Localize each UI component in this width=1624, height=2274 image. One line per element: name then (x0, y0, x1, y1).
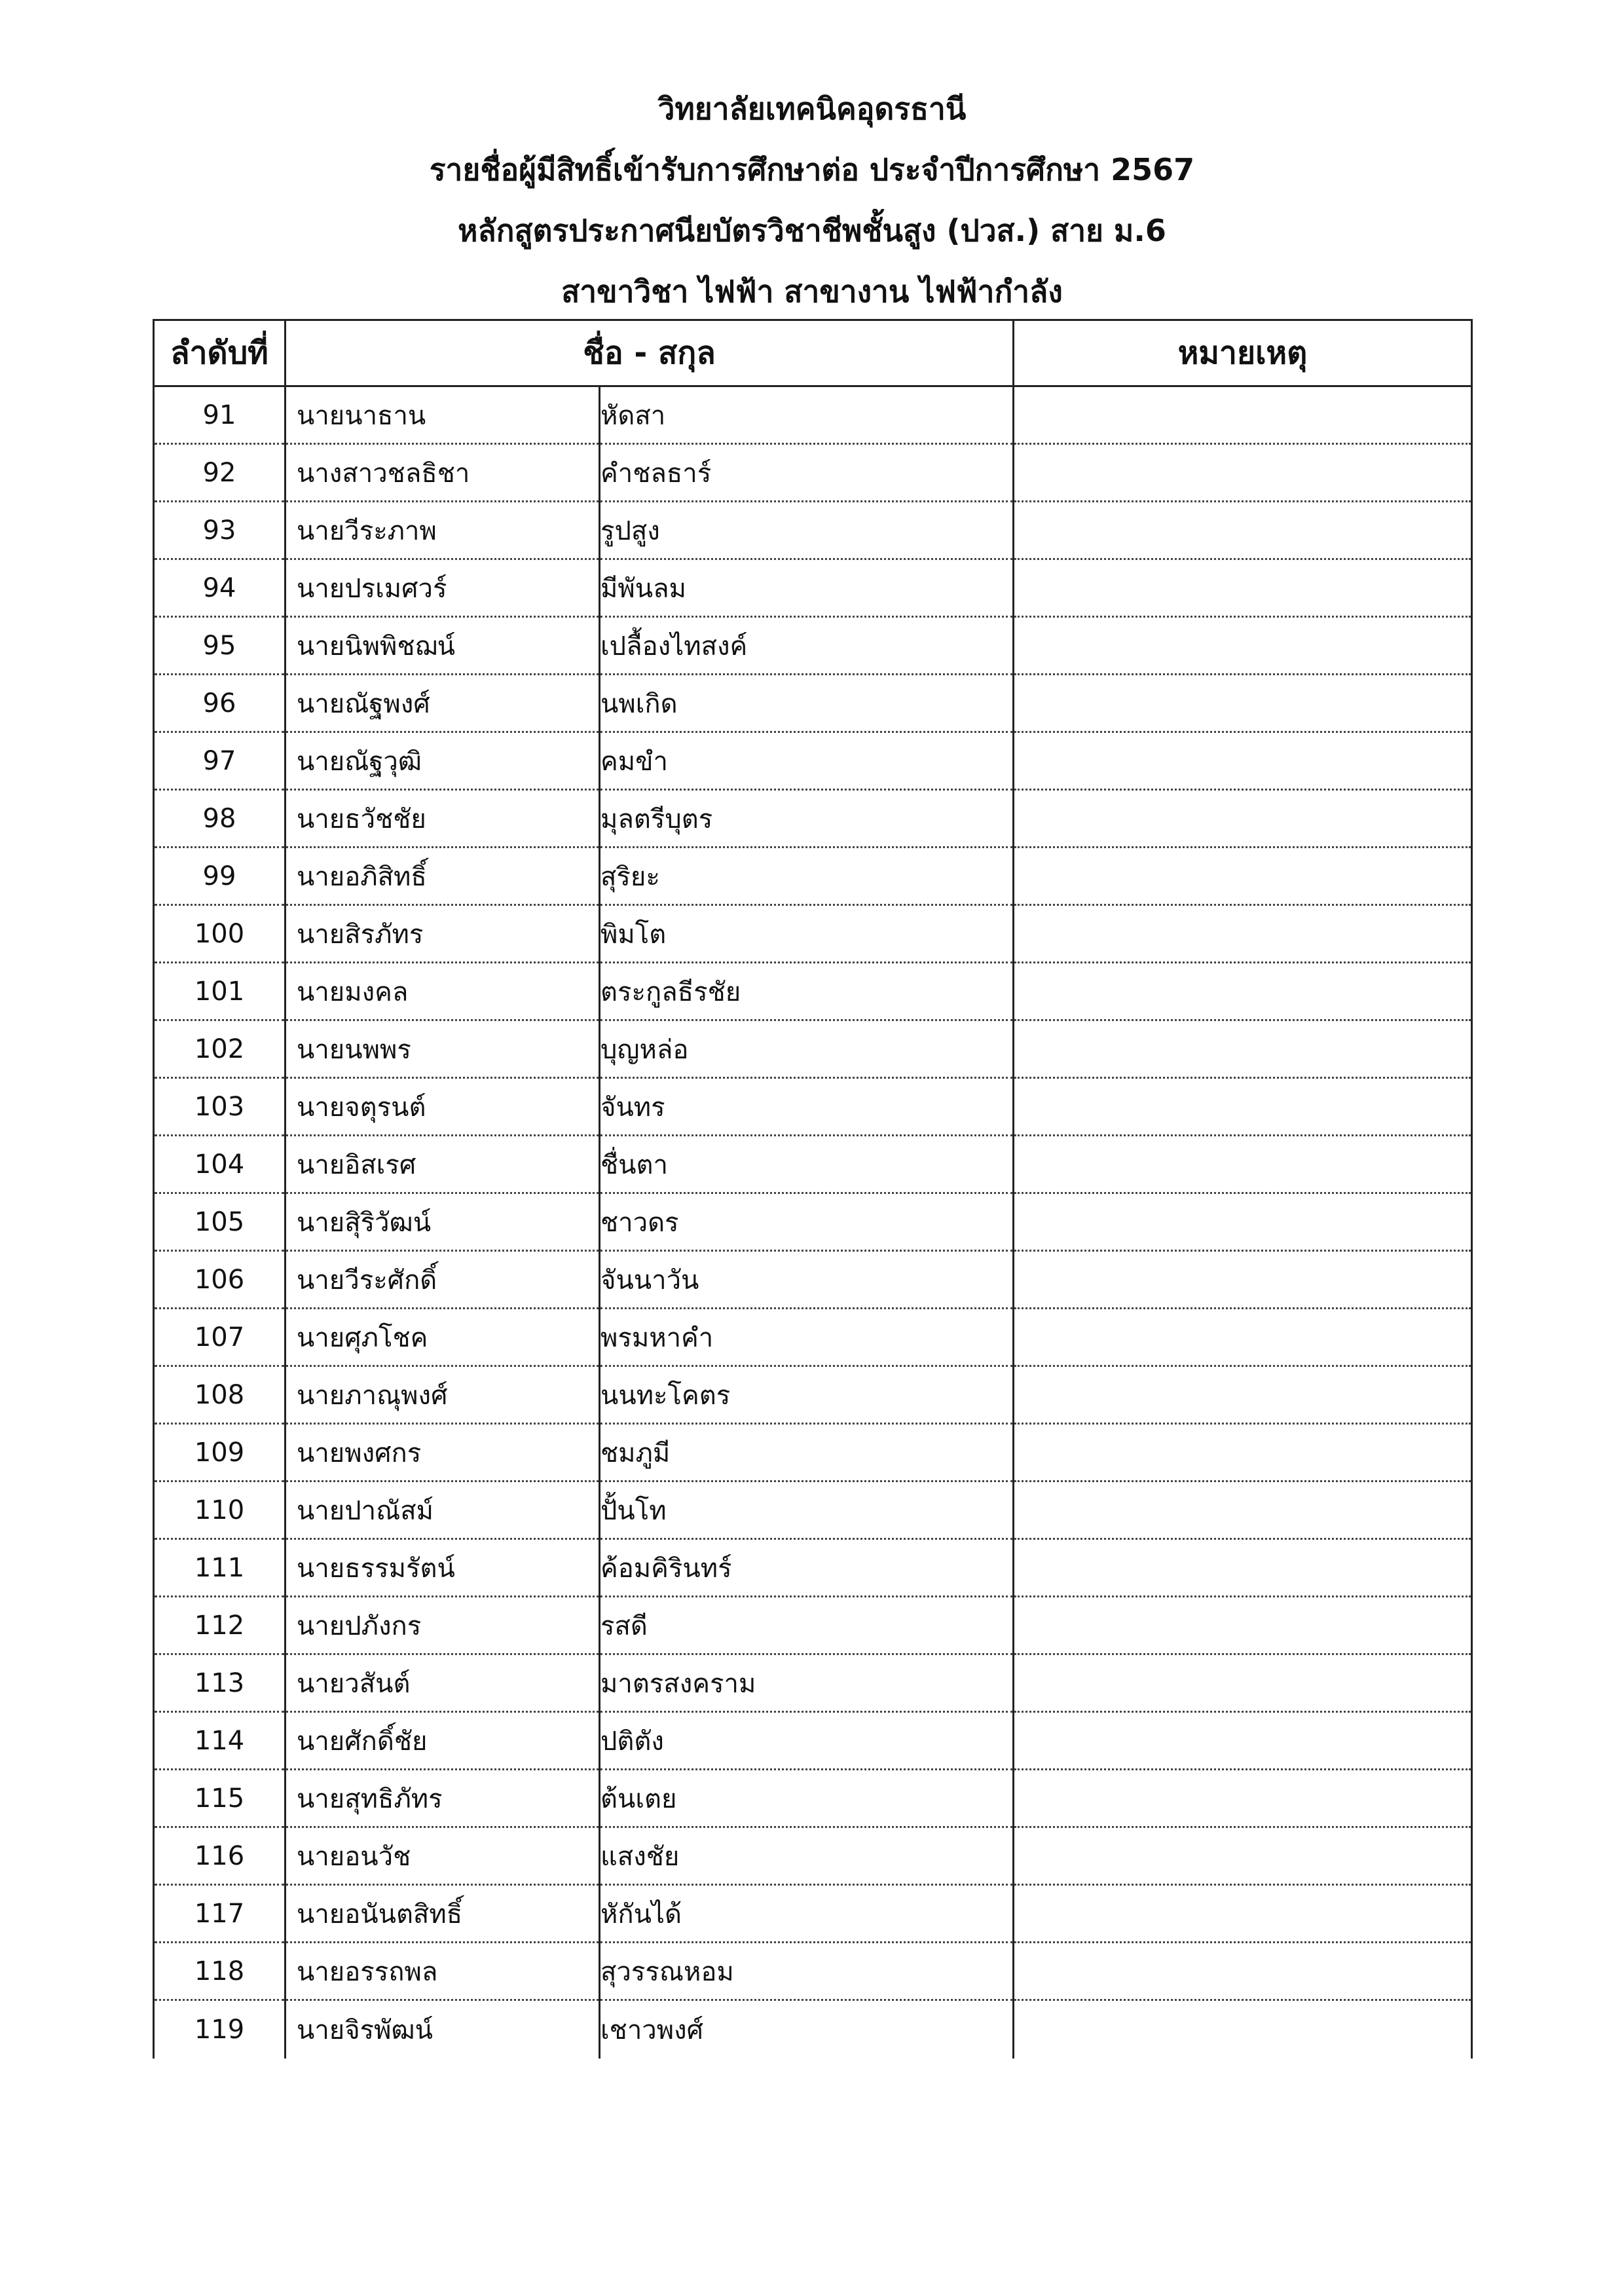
row-number: 92 (154, 444, 286, 502)
last-name: รสดี (600, 1597, 1014, 1654)
last-name: ปั้นโท (600, 1482, 1014, 1539)
table-row (154, 963, 1472, 1020)
remark (1014, 1712, 1472, 1770)
row-number: 94 (154, 559, 286, 617)
row-number: 91 (154, 386, 286, 444)
last-name: รูปสูง (600, 502, 1014, 559)
remark (1014, 2000, 1472, 2059)
row-number: 98 (154, 790, 286, 848)
remark (1014, 1078, 1472, 1136)
first-name: นายสิรภัทร (286, 905, 600, 963)
last-name: ชมภูมี (600, 1424, 1014, 1482)
remark (1014, 1136, 1472, 1193)
row-number: 119 (154, 2000, 286, 2059)
remark (1014, 1943, 1472, 2000)
row-number: 102 (154, 1020, 286, 1078)
table-row (154, 1943, 1472, 2000)
first-name: นายมงคล (286, 963, 600, 1020)
last-name: เปลื้องไทสงค์ (600, 617, 1014, 675)
first-name: นายศักดิ์ชัย (286, 1712, 600, 1770)
last-name: คำชลธาร์ (600, 444, 1014, 502)
remark (1014, 1654, 1472, 1712)
remark (1014, 502, 1472, 559)
table-row (154, 1193, 1472, 1251)
row-number: 101 (154, 963, 286, 1020)
remark (1014, 1482, 1472, 1539)
last-name: บุญหล่อ (600, 1020, 1014, 1078)
table-row (154, 1482, 1472, 1539)
last-name: ค้อมคิรินทร์ (600, 1539, 1014, 1597)
table-header-row (154, 320, 1472, 386)
first-name: นายณัฐพงศ์ (286, 675, 600, 732)
row-number: 105 (154, 1193, 286, 1251)
first-name: นายธรรมรัตน์ (286, 1539, 600, 1597)
table-row (154, 675, 1472, 732)
table-row (154, 1309, 1472, 1366)
row-number: 113 (154, 1654, 286, 1712)
table-row (154, 444, 1472, 502)
last-name: คมขำ (600, 732, 1014, 790)
row-number: 107 (154, 1309, 286, 1366)
first-name: นายวีระศักดิ์ (286, 1251, 600, 1309)
column-header-name: ชื่อ - สกุล (286, 320, 1014, 386)
first-name: นายอนวัช (286, 1827, 600, 1885)
remark (1014, 1770, 1472, 1827)
last-name: มุลตรีบุตร (600, 790, 1014, 848)
first-name: นายสุิริวัฒน์ (286, 1193, 600, 1251)
first-name: นายอิสเรศ (286, 1136, 600, 1193)
row-number: 118 (154, 1943, 286, 2000)
first-name: นายภาณุพงศ์ (286, 1366, 600, 1424)
first-name: นายวีระภาพ (286, 502, 600, 559)
first-name: นายปภังกร (286, 1597, 600, 1654)
column-header-number: ลำดับที่ (154, 320, 286, 386)
row-number: 116 (154, 1827, 286, 1885)
table-body (154, 386, 1472, 2059)
remark (1014, 1251, 1472, 1309)
last-name: มีพันลม (600, 559, 1014, 617)
last-name: ชื่นตา (600, 1136, 1014, 1193)
row-number: 117 (154, 1885, 286, 1943)
table-row (154, 617, 1472, 675)
document-header (0, 79, 1624, 322)
last-name: พิมโต (600, 905, 1014, 963)
row-number: 97 (154, 732, 286, 790)
last-name: ชาวดร (600, 1193, 1014, 1251)
remark (1014, 386, 1472, 444)
row-number: 112 (154, 1597, 286, 1654)
row-number: 114 (154, 1712, 286, 1770)
first-name: นายปาณัสม์ (286, 1482, 600, 1539)
row-number: 110 (154, 1482, 286, 1539)
column-header-remark: หมายเหตุ (1014, 320, 1472, 386)
last-name: ปติตัง (600, 1712, 1014, 1770)
table-row (154, 1020, 1472, 1078)
last-name: หัดสา (600, 386, 1014, 444)
last-name: จันทร (600, 1078, 1014, 1136)
table-row (154, 1885, 1472, 1943)
last-name: สุริยะ (600, 848, 1014, 905)
first-name: นายศุภโชค (286, 1309, 600, 1366)
table-row (154, 1539, 1472, 1597)
remark (1014, 1020, 1472, 1078)
row-number: 106 (154, 1251, 286, 1309)
remark (1014, 848, 1472, 905)
row-number: 96 (154, 675, 286, 732)
first-name: นายปรเมศวร์ (286, 559, 600, 617)
row-number: 95 (154, 617, 286, 675)
first-name: นายอนันตสิทธิ์ (286, 1885, 600, 1943)
remark (1014, 1424, 1472, 1482)
last-name: นนทะโคตร (600, 1366, 1014, 1424)
remark (1014, 1885, 1472, 1943)
row-number: 99 (154, 848, 286, 905)
last-name: หักันได้ (600, 1885, 1014, 1943)
remark (1014, 1597, 1472, 1654)
student-list-table (153, 319, 1473, 2059)
remark (1014, 1539, 1472, 1597)
table-row (154, 1597, 1472, 1654)
row-number: 103 (154, 1078, 286, 1136)
first-name: นายวสันต์ (286, 1654, 600, 1712)
remark (1014, 675, 1472, 732)
remark (1014, 559, 1472, 617)
row-number: 93 (154, 502, 286, 559)
remark (1014, 905, 1472, 963)
last-name: นพเกิด (600, 675, 1014, 732)
first-name: นายนิพพิชฌน์ (286, 617, 600, 675)
table-row (154, 1136, 1472, 1193)
first-name: นายนพพร (286, 1020, 600, 1078)
table-row (154, 1251, 1472, 1309)
table-row (154, 905, 1472, 963)
last-name: มาตรสงคราม (600, 1654, 1014, 1712)
first-name: นายพงศกร (286, 1424, 600, 1482)
row-number: 100 (154, 905, 286, 963)
first-name: นายจตุรนต์ (286, 1078, 600, 1136)
remark (1014, 963, 1472, 1020)
first-name: นางสาวชลธิชา (286, 444, 600, 502)
row-number: 115 (154, 1770, 286, 1827)
remark (1014, 1309, 1472, 1366)
remark (1014, 1827, 1472, 1885)
remark (1014, 444, 1472, 502)
table-row (154, 732, 1472, 790)
first-name: นายนาธาน (286, 386, 600, 444)
row-number: 108 (154, 1366, 286, 1424)
remark (1014, 617, 1472, 675)
remark (1014, 1366, 1472, 1424)
table-row (154, 2000, 1472, 2059)
row-number: 109 (154, 1424, 286, 1482)
first-name: นายธวัชชัย (286, 790, 600, 848)
list-title: รายชื่อผู้มีสิทธิ์เข้ารับการศึกษาต่อ ประจำปีการศึกษา 2567 (429, 152, 1195, 187)
program-title: หลักสูตรประกาศนียบัตรวิชาชีพชั้นสูง (ปวส.) สาย ม.6 (458, 213, 1166, 248)
table-row (154, 1654, 1472, 1712)
last-name: แสงชัย (600, 1827, 1014, 1885)
last-name: ตระกูลธีรชัย (600, 963, 1014, 1020)
college-name: วิทยาลัยเทคนิคอุดรธานี (657, 91, 967, 126)
first-name: นายอภิสิทธิ์ (286, 848, 600, 905)
first-name: นายอรรถพล (286, 1943, 600, 2000)
last-name: พรมหาคำ (600, 1309, 1014, 1366)
table-row (154, 502, 1472, 559)
first-name: นายจิรพัฒน์ (286, 2000, 600, 2059)
department-title: สาขาวิชา ไฟฟ้า สาขางาน ไฟฟ้ากำลัง (561, 274, 1063, 309)
table-row (154, 1424, 1472, 1482)
last-name: เชาวพงศ์ (600, 2000, 1014, 2059)
last-name: จันนาวัน (600, 1251, 1014, 1309)
first-name: นายณัฐวุฒิ (286, 732, 600, 790)
remark (1014, 1193, 1472, 1251)
remark (1014, 790, 1472, 848)
first-name: นายสุทธิภัทร (286, 1770, 600, 1827)
row-number: 111 (154, 1539, 286, 1597)
last-name: สุวรรณหอม (600, 1943, 1014, 2000)
table-row (154, 790, 1472, 848)
table-row (154, 1770, 1472, 1827)
table-row (154, 559, 1472, 617)
remark (1014, 732, 1472, 790)
last-name: ต้นเตย (600, 1770, 1014, 1827)
table-row (154, 1366, 1472, 1424)
table-row (154, 1712, 1472, 1770)
table-row (154, 1078, 1472, 1136)
table-row (154, 1827, 1472, 1885)
table-row (154, 386, 1472, 444)
row-number: 104 (154, 1136, 286, 1193)
table-row (154, 848, 1472, 905)
